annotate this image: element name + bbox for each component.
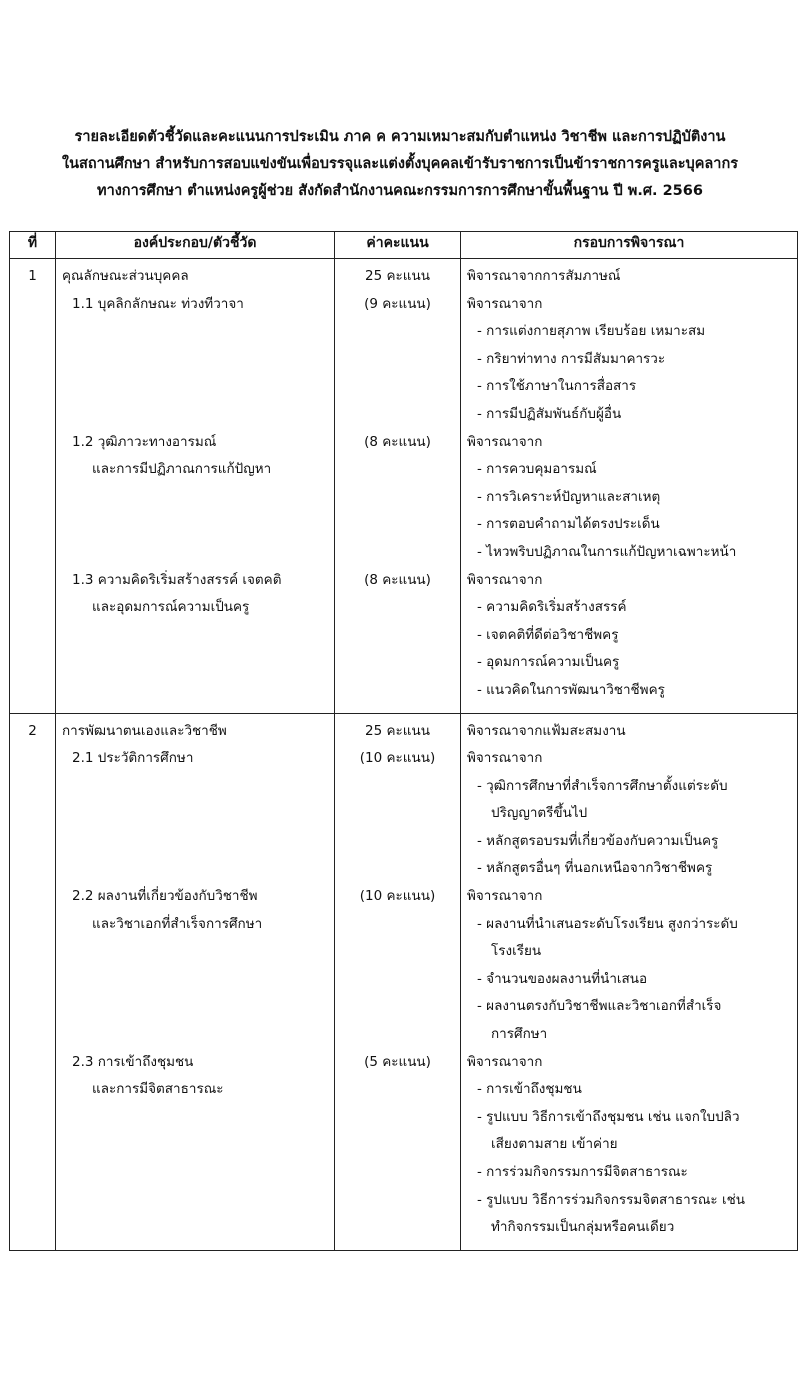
component-line	[62, 318, 328, 346]
criteria-line: พิจารณาจาก	[467, 888, 543, 905]
score-line: (10 คะแนน)	[359, 888, 436, 905]
criteria-line: พิจารณาจาก	[467, 571, 543, 588]
criteria-line: - ผลงานตรงกับวิชาชีพและวิชาเอกที่สำเร็จ	[477, 998, 722, 1015]
score-line	[341, 800, 454, 828]
section-2-number-cell	[10, 713, 56, 1250]
section-2-number: 2	[28, 722, 37, 739]
criteria-line: - การร่วมกิจกรรมการมีจิตสาธารณะ	[477, 1164, 688, 1180]
score-line	[341, 1187, 454, 1215]
component-line	[62, 511, 328, 539]
criteria-line: - กริยาท่าทาง การมีสัมมาคารวะ	[477, 350, 666, 367]
section-1-criteria-cell	[461, 259, 798, 714]
score-line	[341, 456, 454, 484]
document-title	[20, 124, 780, 205]
score-line	[341, 1076, 454, 1104]
criteria-line: ปริญญาตรีขึ้นไป	[491, 805, 588, 822]
criteria-line: พิจารณาจากแฟ้มสะสมงาน	[467, 722, 626, 739]
criteria-line: พิจารณาจาก	[467, 750, 543, 767]
score-line	[341, 911, 454, 939]
score-line	[341, 1131, 454, 1159]
criteria-table	[9, 231, 798, 1251]
criteria-line: - หลักสูตรอื่นๆ ที่นอกเหนือจากวิชาชีพครู	[477, 860, 713, 877]
score-line	[341, 966, 454, 994]
component-line: และวิชาเอกที่สำเร็จการศึกษา	[92, 915, 263, 932]
table-row-section-1	[10, 259, 798, 714]
score-line	[341, 539, 454, 567]
criteria-line: - รูปแบบ วิธีการเข้าถึงชุมชน เช่น แจกใบปลิว	[477, 1108, 740, 1125]
score-line: (10 คะแนน)	[359, 750, 436, 767]
component-line: 1.2 วุฒิภาวะทางอารมณ์	[72, 433, 217, 450]
criteria-line: - การมีปฏิสัมพันธ์กับผู้อื่น	[477, 405, 622, 422]
table-row-section-2	[10, 713, 798, 1250]
criteria-line: - เจตคติที่ดีต่อวิชาชีพครู	[477, 626, 619, 643]
score-line	[341, 1214, 454, 1242]
score-line: 25 คะแนน	[365, 722, 430, 739]
component-line: 1.3 ความคิดริเริ่มสร้างสรรค์ เจตคติ	[72, 571, 282, 588]
title-line-3: ทางการศึกษา ตำแหน่งครูผู้ช่วย สังกัดสำนักงานคณะกรรมการการศึกษาขั้นพื้นฐาน ปี พ.ศ. 2566	[97, 183, 703, 199]
score-line	[341, 1159, 454, 1187]
section-1-score-cell	[335, 259, 461, 714]
component-line	[62, 346, 328, 374]
component-line: 2.2 ผลงานที่เกี่ยวข้องกับวิชาชีพ	[72, 888, 258, 905]
criteria-line: - การวิเคราะห์ปัญหาและสาเหตุ	[477, 488, 661, 505]
score-line	[341, 1021, 454, 1049]
score-line	[341, 346, 454, 374]
component-line	[62, 677, 328, 705]
title-line-1: รายละเอียดตัวชี้วัดและคะแนนการประเมิน ภาค ค ความเหมาะสมกับตำแหน่ง วิชาชีพ และการปฏิบัติงาน	[74, 129, 726, 145]
section-2-component-cell	[56, 713, 335, 1250]
component-line: 2.3 การเข้าถึงชุมชน	[72, 1053, 194, 1070]
criteria-line: - วุฒิการศึกษาที่สำเร็จการศึกษาตั้งแต่ระดับ	[477, 777, 728, 794]
header-criteria: กรอบการพิจารณา	[461, 232, 798, 259]
component-line	[62, 1104, 328, 1132]
header-component: องค์ประกอบ/ตัวชี้วัด	[56, 232, 335, 259]
component-line: และการมีปฏิภาณการแก้ปัญหา	[92, 461, 272, 478]
component-line: 1.1 บุคลิกลักษณะ ท่วงทีวาจา	[72, 295, 244, 312]
score-line	[341, 855, 454, 883]
score-line: 25 คะแนน	[365, 268, 430, 284]
component-line: การพัฒนาตนเองและวิชาชีพ	[62, 722, 227, 739]
score-line	[341, 484, 454, 512]
component-line	[62, 1131, 328, 1159]
criteria-line: - ความคิดริเริ่มสร้างสรรค์	[477, 599, 627, 616]
score-line: (5 คะแนน)	[364, 1053, 431, 1070]
component-line	[62, 401, 328, 429]
score-line	[341, 594, 454, 622]
criteria-line: - การเข้าถึงชุมชน	[477, 1081, 582, 1098]
score-line	[341, 938, 454, 966]
criteria-line: - ไหวพริบปฏิภาณในการแก้ปัญหาเฉพาะหน้า	[477, 543, 737, 560]
header-score: ค่าคะแนน	[335, 232, 461, 259]
score-line	[341, 828, 454, 856]
score-line: (9 คะแนน)	[364, 295, 431, 312]
score-line	[341, 401, 454, 429]
score-line	[341, 677, 454, 705]
criteria-line: - ผลงานที่นำเสนอระดับโรงเรียน สูงกว่าระดับ	[477, 915, 738, 932]
table-header-row	[10, 232, 798, 259]
criteria-line: - การใช้ภาษาในการสื่อสาร	[477, 378, 637, 395]
component-line: และอุดมการณ์ความเป็นครู	[92, 599, 250, 616]
score-line	[341, 373, 454, 401]
component-line	[62, 622, 328, 650]
component-line	[62, 1021, 328, 1049]
score-line	[341, 993, 454, 1021]
criteria-line: การศึกษา	[491, 1026, 548, 1043]
component-line: และการมีจิตสาธารณะ	[92, 1081, 224, 1098]
criteria-line: - การตอบคำถามได้ตรงประเด็น	[477, 516, 660, 533]
component-line	[62, 938, 328, 966]
section-1-number: 1	[28, 268, 37, 284]
criteria-line: - แนวคิดในการพัฒนาวิชาชีพครู	[477, 681, 665, 698]
component-line	[62, 373, 328, 401]
component-line	[62, 993, 328, 1021]
section-2-score-cell	[335, 713, 461, 1250]
component-line	[62, 484, 328, 512]
score-line	[341, 649, 454, 677]
criteria-line: - รูปแบบ วิธีการร่วมกิจกรรมจิตสาธารณะ เช่น	[477, 1191, 745, 1208]
score-line	[341, 773, 454, 801]
component-line	[62, 1214, 328, 1242]
section-1-component-cell	[56, 259, 335, 714]
criteria-line: - หลักสูตรอบรมที่เกี่ยวข้องกับความเป็นครู	[477, 832, 719, 849]
component-line: 2.1 ประวัติการศึกษา	[72, 750, 194, 767]
score-line	[341, 622, 454, 650]
header-no: ที่	[10, 232, 56, 259]
criteria-line: - อุดมการณ์ความเป็นครู	[477, 654, 620, 671]
criteria-line: พิจารณาจาก	[467, 1053, 543, 1070]
component-line	[62, 800, 328, 828]
criteria-line: เสียงตามสาย เข้าค่าย	[491, 1136, 618, 1153]
component-line	[62, 539, 328, 567]
component-line	[62, 1187, 328, 1215]
score-line	[341, 1104, 454, 1132]
score-line	[341, 318, 454, 346]
section-2-criteria-cell	[461, 713, 798, 1250]
criteria-line: พิจารณาจาก	[467, 433, 543, 450]
criteria-line: - การแต่งกายสุภาพ เรียบร้อย เหมาะสม	[477, 323, 706, 340]
criteria-line: พิจารณาจาก	[467, 295, 543, 312]
component-line	[62, 966, 328, 994]
score-line	[341, 511, 454, 539]
component-line: คุณลักษณะส่วนบุคคล	[62, 268, 189, 284]
title-line-2: ในสถานศึกษา สำหรับการสอบแข่งขันเพื่อบรรจุและแต่งตั้งบุคคลเข้ารับราชการเป็นข้าราชการครูและบุคลากร	[61, 156, 739, 172]
score-line: (8 คะแนน)	[364, 433, 431, 450]
component-line	[62, 855, 328, 883]
section-1-number-cell	[10, 259, 56, 714]
criteria-line: พิจารณาจากการสัมภาษณ์	[467, 268, 621, 284]
criteria-line: - จำนวนของผลงานที่นำเสนอ	[477, 970, 648, 987]
criteria-line: - การควบคุมอารมณ์	[477, 461, 597, 478]
component-line	[62, 773, 328, 801]
criteria-line: ทำกิจกรรมเป็นกลุ่มหรือคนเดียว	[491, 1219, 675, 1236]
score-line: (8 คะแนน)	[364, 571, 431, 588]
component-line	[62, 828, 328, 856]
criteria-line: โรงเรียน	[491, 943, 542, 960]
component-line	[62, 1159, 328, 1187]
component-line	[62, 649, 328, 677]
